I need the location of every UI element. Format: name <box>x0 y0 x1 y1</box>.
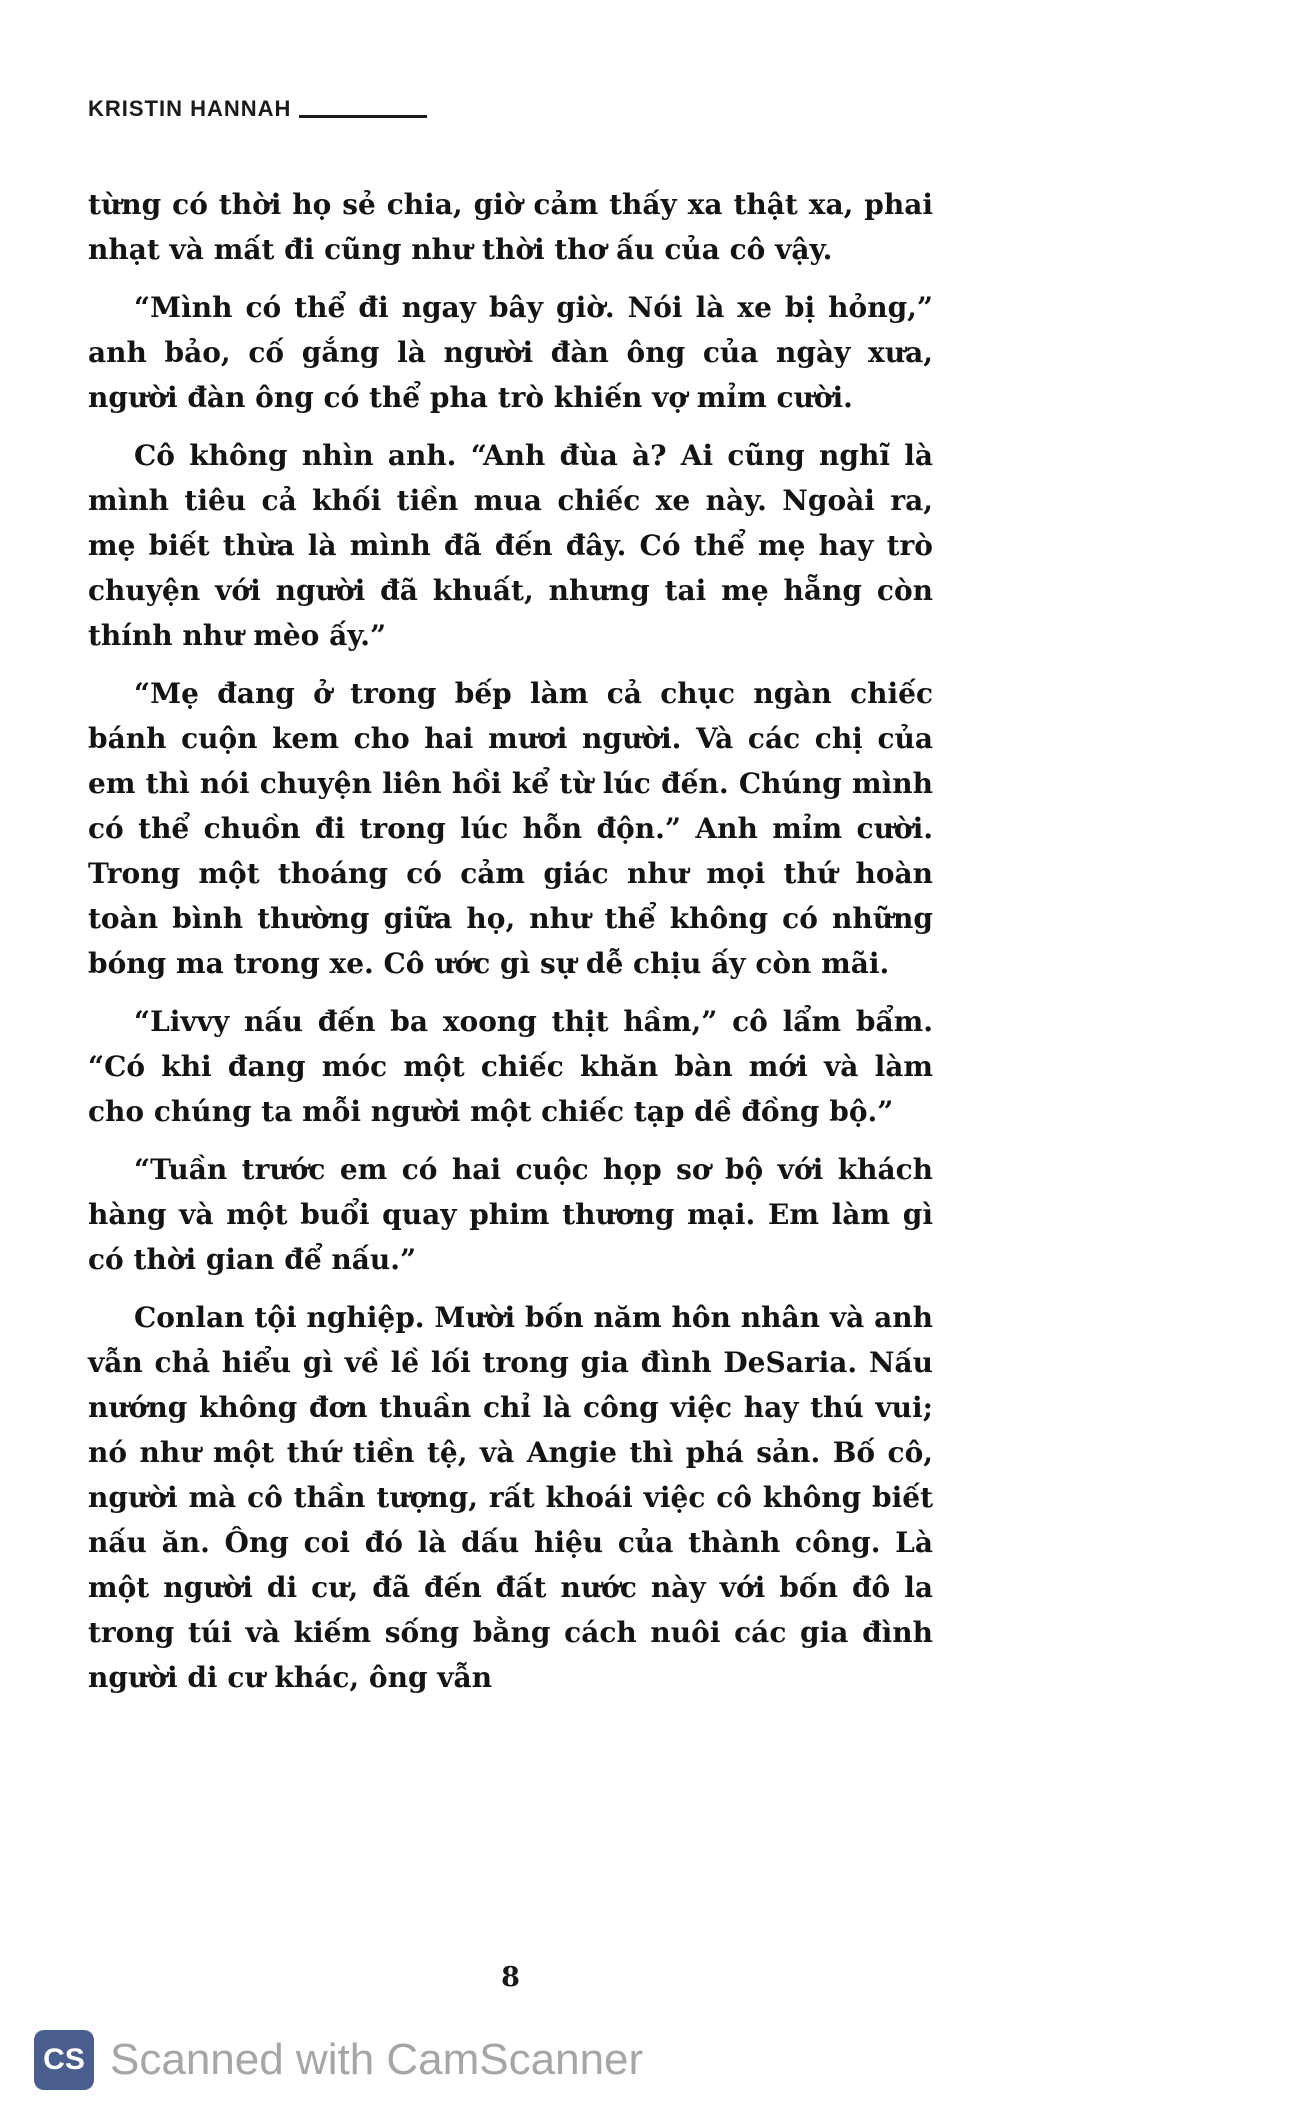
camscanner-watermark <box>34 2030 643 2090</box>
page-number: 8 <box>501 1962 520 1993</box>
paragraph: “Livvy nấu đến ba xoong thịt hầm,” cô lẩm bẩm. “Có khi đang móc một chiếc khăn bàn mới và làm cho chúng ta mỗi người một chiếc tạp dề đồng bộ.” <box>88 1005 933 1128</box>
body-text <box>88 182 933 1713</box>
camscanner-logo-icon: CS <box>34 2030 94 2090</box>
paragraph: từng có thời họ sẻ chia, giờ cảm thấy xa thật xa, phai nhạt và mất đi cũng như thời thơ ấu của cô vậy. <box>88 188 933 266</box>
paragraph: “Tuần trước em có hai cuộc họp sơ bộ với khách hàng và một buổi quay phim thương mại. Em làm gì có thời gian để nấu.” <box>88 1153 933 1276</box>
paragraph: Cô không nhìn anh. “Anh đùa à? Ai cũng nghĩ là mình tiêu cả khối tiền mua chiếc xe này. Ngoài ra, mẹ biết thừa là mình đã đến đây. Có thể mẹ hay trò chuyện với người đã khuất, nhưng tai mẹ hẵng còn thính như mèo ấy.” <box>88 439 933 652</box>
paragraph: “Mình có thể đi ngay bây giờ. Nói là xe bị hỏng,” anh bảo, cố gắng là người đàn ông của ngày xưa, người đàn ông có thể pha trò khiến vợ mỉm cười. <box>88 291 933 414</box>
watermark-text: Scanned with CamScanner <box>110 2035 644 2084</box>
header-rule <box>299 115 427 118</box>
running-header <box>88 96 427 122</box>
author-name: KRISTIN HANNAH <box>88 96 292 121</box>
paragraph: “Mẹ đang ở trong bếp làm cả chục ngàn chiếc bánh cuộn kem cho hai mươi người. Và các chị của em thì nói chuyện liên hồi kể từ lúc đến. Chúng mình có thể chuồn đi trong lúc hỗn độn.” Anh mỉm cười. Trong một thoáng có cảm giác như mọi thứ hoàn toàn bình thường giữa họ, như thể không có những bóng ma trong xe. Cô ước gì sự dễ chịu ấy còn mãi. <box>88 677 933 980</box>
paragraph: Conlan tội nghiệp. Mười bốn năm hôn nhân và anh vẫn chả hiểu gì về lề lối trong gia đình DeSaria. Nấu nướng không đơn thuần chỉ là công việc hay thú vui; nó như một thứ tiền tệ, và Angie thì phá sản. Bố cô, người mà cô thần tượng, rất khoái việc cô không biết nấu ăn. Ông coi đó là dấu hiệu của thành công. Là một người di cư, đã đến đất nước này với bốn đô la trong túi và kiếm sống bằng cách nuôi các gia đình người di cư khác, ông vẫn <box>88 1301 933 1694</box>
